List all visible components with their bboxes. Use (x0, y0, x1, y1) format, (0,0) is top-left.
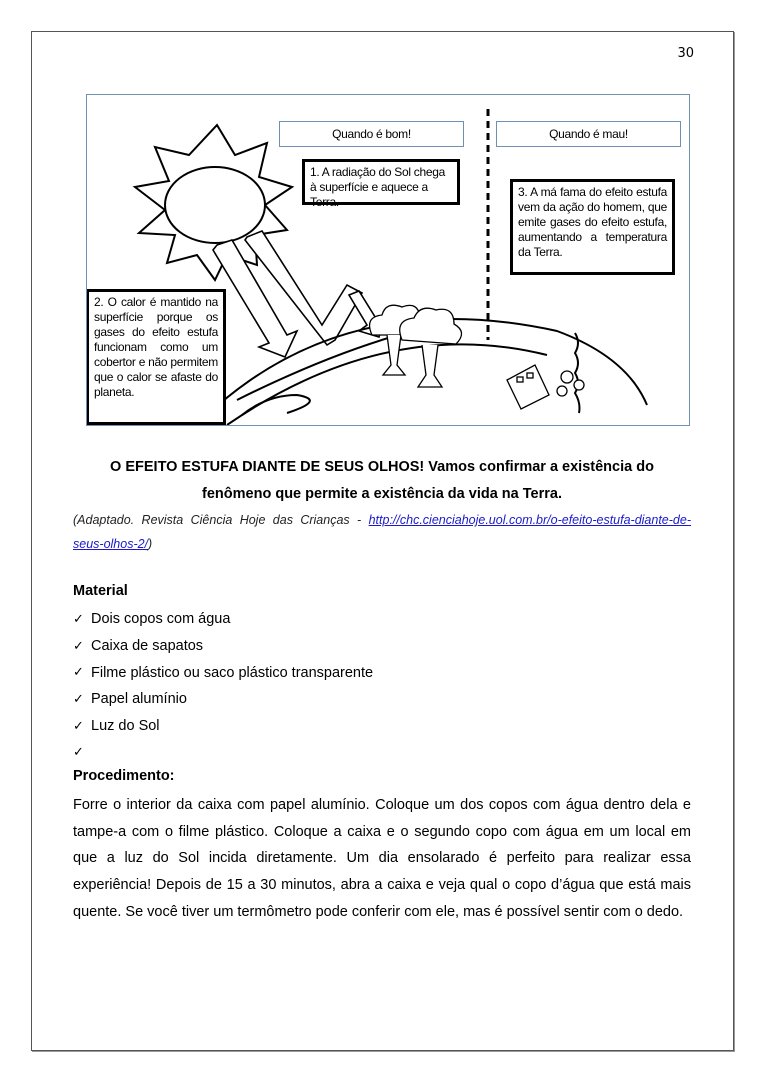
callout-1: 1. A radiação do Sol chega à superfície e aquece a Terra. (302, 159, 460, 205)
trees-icon (370, 305, 462, 387)
callout-2: 2. O calor é mantido na superfície porque os gases do efeito estufa funcionam como um cobertor e não permitem que o calor se afaste do planeta. (86, 289, 226, 425)
source-citation (73, 508, 691, 556)
checkmark-icon: ✓ (73, 611, 84, 627)
source-link[interactable]: http://chc.cienciahoje.uol.com.br/o-efeito-estufa-diante-de-seus-olhos-2/ (73, 513, 691, 551)
source-suffix: ) (148, 537, 153, 551)
activity-heading-line-2: fenômeno que permite a existência da vida na Terra. (202, 486, 562, 502)
checkmark-icon: ✓ (73, 745, 84, 761)
checkmark-icon: ✓ (73, 638, 84, 654)
label-when-bad: Quando é mau! (496, 121, 681, 147)
list-item: ✓ Caixa de sapatos (73, 638, 204, 655)
label-when-good: Quando é bom! (279, 121, 464, 147)
activity-heading-line-1: O EFEITO ESTUFA DIANTE DE SEUS OLHOS! Vamos confirmar a existência do (110, 459, 654, 475)
list-item: ✓ Papel alumínio (73, 691, 187, 708)
list-item (73, 739, 373, 766)
procedure-text: Forre o interior da caixa com papel alumínio. Coloque um dos copos com água dentro dela e tampe-a com o filme plástico. Coloque a caixa e o segundo copo com água em um local em que a luz do Sol incida diretamente. Um dia ensolarado é perfeito para realizar essa experiência! Depois de 15 a 30 minutos, abra a caixa e veja qual o copo d’água que está mais quente. Se você tiver um termômetro pode conferir com ele, mas é possível sentir com o dedo. (73, 797, 691, 920)
callout-3: 3. A má fama do efeito estufa vem da ação do homem, que emite gases do efeito estufa, aumentando a temperatura da Terra. (510, 179, 675, 275)
list-item: ✓ Filme plástico ou saco plástico transparente (73, 664, 374, 681)
material-title: Material (73, 583, 128, 599)
list-item: ✓ Luz do Sol (73, 718, 160, 735)
list-item: ✓ Dois copos com água (73, 611, 231, 628)
factory-icon (507, 365, 584, 409)
checkmark-icon: ✓ (73, 691, 84, 707)
checkmark-icon: ✓ (73, 665, 84, 681)
material-list (73, 606, 373, 766)
source-prefix: (Adaptado. Revista Ciência Hoje das Crianças - (73, 513, 369, 527)
greenhouse-effect-figure (86, 94, 690, 426)
checkmark-icon: ✓ (73, 718, 84, 734)
procedure-title: Procedimento: (73, 768, 175, 784)
page-number: 30 (677, 46, 694, 61)
